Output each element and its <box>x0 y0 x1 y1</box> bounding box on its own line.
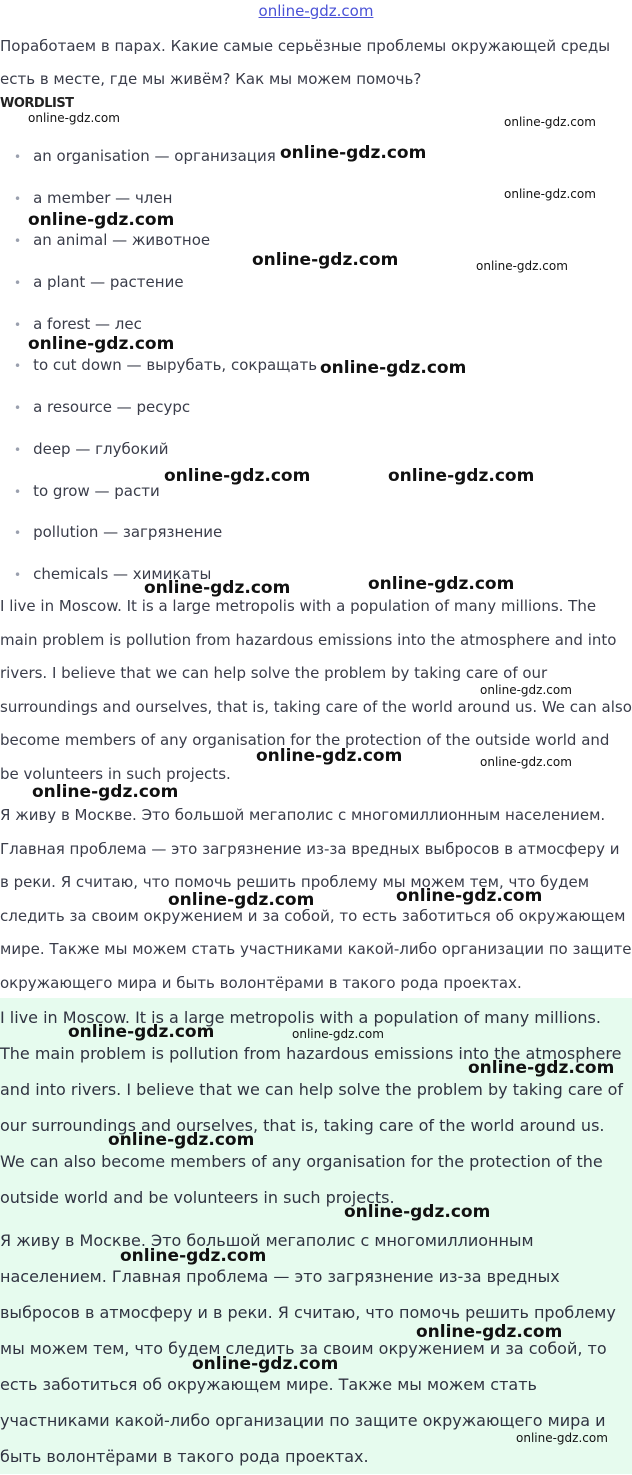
bullet-icon: • <box>14 401 22 415</box>
bullet-icon: • <box>14 443 22 457</box>
watermark: online-gdz.com <box>28 111 120 125</box>
watermark: online-gdz.com <box>168 890 315 910</box>
watermark: online-gdz.com <box>164 466 311 486</box>
wordlist-item <box>14 273 184 291</box>
wordlist-item <box>14 147 276 165</box>
wordlist-item-text: to cut down — вырубать, сокращать <box>33 356 318 374</box>
watermark: online-gdz.com <box>144 578 291 598</box>
answer-english: I live in Moscow. It is a large metropolis with a population of many millions. The main problem is pollution from hazardous emissions into the atmosphere and into rivers. I believe that we can help solve the problem by taking care of our surroundings and ourselves, that is, taking care of the world around us. We can also become members of any organisation for the protection of the outside world and be volunteers in such projects. <box>0 597 632 783</box>
bullet-icon: • <box>14 318 22 332</box>
wordlist-item-text: a resource — ресурс <box>33 398 191 416</box>
watermark: online-gdz.com <box>120 1246 267 1266</box>
wordlist-item-text: an animal — животное <box>33 231 211 249</box>
watermark: online-gdz.com <box>396 886 543 906</box>
bullet-icon: • <box>14 359 22 373</box>
watermark: online-gdz.com <box>256 746 403 766</box>
watermark: online-gdz.com <box>476 259 568 273</box>
bullet-icon: • <box>14 568 22 582</box>
watermark: online-gdz.com <box>516 1431 608 1445</box>
wordlist-item <box>14 398 190 416</box>
watermark: online-gdz.com <box>32 782 179 802</box>
watermark: online-gdz.com <box>28 210 175 230</box>
watermark: online-gdz.com <box>388 466 535 486</box>
watermark: online-gdz.com <box>468 1058 615 1078</box>
wordlist-item-text: a forest — лес <box>33 315 142 333</box>
bullet-icon: • <box>14 276 22 290</box>
wordlist-item-text: deep — глубокий <box>33 440 169 458</box>
bullet-icon: • <box>14 234 22 248</box>
watermark: online-gdz.com <box>68 1022 215 1042</box>
watermark: online-gdz.com <box>480 755 572 769</box>
watermark: online-gdz.com <box>344 1202 491 1222</box>
bullet-icon: • <box>14 485 22 499</box>
bullet-icon: • <box>14 150 22 164</box>
watermark: online-gdz.com <box>480 683 572 697</box>
bullet-icon: • <box>14 192 22 206</box>
watermark: online-gdz.com <box>252 250 399 270</box>
site-link[interactable]: online-gdz.com <box>258 2 374 20</box>
watermark: online-gdz.com <box>416 1322 563 1342</box>
wordlist-item <box>14 482 160 500</box>
watermark: online-gdz.com <box>108 1130 255 1150</box>
bullet-icon: • <box>14 526 22 540</box>
task-text: Поработаем в парах. Какие самые серьёзные проблемы окружающей среды есть в месте, где мы живём? Как мы можем помочь? <box>0 37 611 88</box>
wordlist-item-text: a plant — растение <box>33 273 184 291</box>
watermark: online-gdz.com <box>504 187 596 201</box>
answer-russian: Я живу в Москве. Это большой мегаполис с многомиллионным населением. Главная проблема — это загрязнение из-за вредных выбросов в атмосферу и в реки. Я считаю, что помочь решить проблему мы можем тем, что будем следить за своим окружением и за собой, то есть заботиться об окружающем мире. Также мы можем стать участниками какой-либо организации по защите окружающего мира и быть волонтёрами в такого рода проектах. <box>0 806 632 992</box>
wordlist-item-text: to grow — расти <box>33 482 160 500</box>
wordlist-item <box>14 189 172 207</box>
watermark: online-gdz.com <box>292 1027 384 1041</box>
wordlist-item-text: an organisation — организация <box>33 147 276 165</box>
highlighted-answer-russian: Я живу в Москве. Это большой мегаполис с многомиллионным населением. Главная проблема — это загрязнение из-за вредных выбросов в атмосферу и в реки. Я считаю, что помочь решить проблему мы можем тем, что будем следить за своим окружением и за собой, то есть заботиться об окружающем мире. Также мы можем стать участниками какой-либо организации по защите окружающего мира и быть волонтёрами в такого рода проектах. <box>0 1231 616 1466</box>
wordlist-item-text: pollution — загрязнение <box>33 523 223 541</box>
watermark: online-gdz.com <box>192 1354 339 1374</box>
wordlist-item-text: chemicals — химикаты <box>33 565 212 583</box>
wordlist-item <box>14 231 210 249</box>
wordlist-item-text: a member — член <box>33 189 173 207</box>
watermark: online-gdz.com <box>368 574 515 594</box>
wordlist-title: WORDLIST <box>0 96 74 111</box>
wordlist-item <box>14 523 222 541</box>
watermark: online-gdz.com <box>320 358 467 378</box>
watermark: online-gdz.com <box>280 143 427 163</box>
wordlist-item <box>14 440 168 458</box>
wordlist-item <box>14 356 317 374</box>
highlighted-answer-english: I live in Moscow. It is a large metropolis with a population of many millions. The main problem is pollution from hazardous emissions into the atmosphere and into rivers. I believe that we can help solve the problem by taking care of our surroundings and ourselves, that is, taking care of the world around us. We can also become members of any organisation for the protection of the outside world and be volunteers in such projects. <box>0 1008 624 1207</box>
watermark: online-gdz.com <box>28 334 175 354</box>
wordlist-item <box>14 315 142 333</box>
watermark: online-gdz.com <box>504 115 596 129</box>
